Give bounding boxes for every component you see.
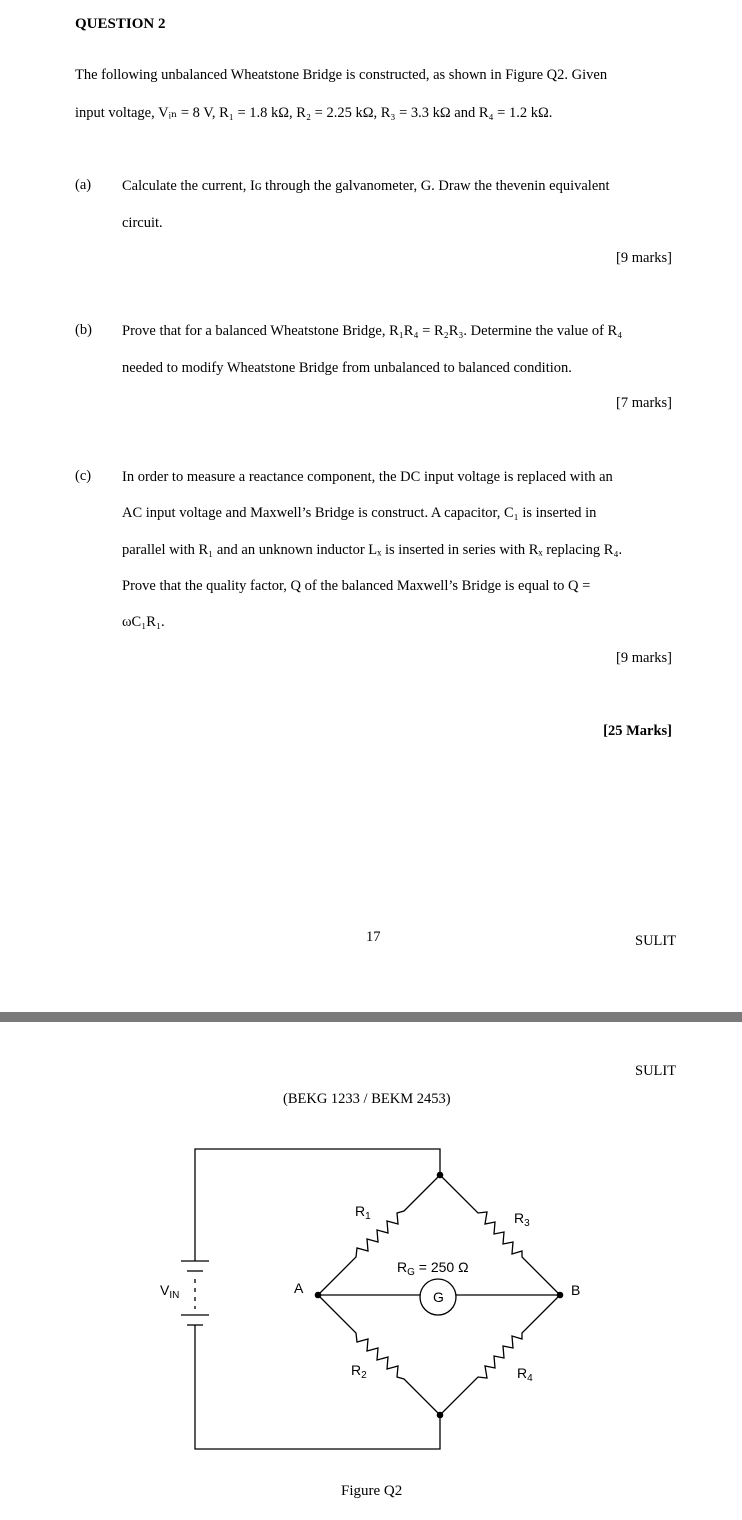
node-bottom <box>437 1412 444 1419</box>
footer-classification: SULIT <box>635 933 677 949</box>
wire-top <box>195 1149 440 1261</box>
resistor-r3 <box>440 1175 560 1295</box>
header-classification: SULIT <box>635 1063 677 1079</box>
node-top <box>437 1172 444 1179</box>
part-b-marks: [7 marks] <box>616 395 672 411</box>
label-galvanometer: G <box>433 1289 444 1305</box>
part-a-line-1: Calculate the current, Iɢ through the galvanometer, G. Draw the thevenin equivalent <box>122 178 610 194</box>
label-vin: $V_{IN}$ <box>160 1282 180 1301</box>
course-code: (BEKG 1233 / BEKM 2453) <box>283 1091 451 1107</box>
part-b-line-1: Prove that for a balanced Wheatstone Bridge, R₁R₄ = R₂R₃. Determine the value of R₄ <box>122 323 623 339</box>
resistor-r1 <box>318 1175 440 1295</box>
part-c-line-4: Prove that the quality factor, Q of the balanced Maxwell’s Bridge is equal to Q = <box>122 578 591 594</box>
resistor-r2 <box>318 1295 440 1415</box>
label-r1: $R_1$ <box>355 1203 371 1222</box>
figure-caption: Figure Q2 <box>341 1483 403 1499</box>
label-r3: $R_3$ <box>514 1210 530 1229</box>
intro-line-1: The following unbalanced Wheatstone Bridge is constructed, as shown in Figure Q2. Given <box>75 67 608 83</box>
part-c-line-3: parallel with R₁ and an unknown inductor Lₓ is inserted in series with Rₓ replacing R₄. <box>122 542 623 558</box>
part-c-label: (c) <box>75 468 92 484</box>
label-node-a: A <box>294 1280 304 1296</box>
wire-bottom <box>195 1325 440 1449</box>
node-b-dot <box>557 1292 564 1299</box>
label-node-b: B <box>571 1282 581 1298</box>
part-b-line-2: needed to modify Wheatstone Bridge from unbalanced to balanced condition. <box>122 360 572 376</box>
question-title: QUESTION 2 <box>75 16 166 32</box>
intro-line-2: input voltage, Vᵢₙ = 8 V, R₁ = 1.8 kΩ, R₂ = 2.25 kΩ, R₃ = 3.3 kΩ and R₄ = 1.2 kΩ. <box>75 105 553 121</box>
part-c-line-5: ωC₁R₁. <box>122 614 165 630</box>
part-a-line-2: circuit. <box>122 215 163 231</box>
part-c-marks: [9 marks] <box>616 650 672 666</box>
page-number: 17 <box>366 929 381 945</box>
part-b-label: (b) <box>75 322 92 338</box>
part-a-label: (a) <box>75 177 92 193</box>
total-marks: [25 Marks] <box>603 723 672 739</box>
part-c-line-1: In order to measure a reactance component, the DC input voltage is replaced with an <box>122 469 613 485</box>
label-r2: $R_2$ <box>351 1362 367 1381</box>
label-rg: $R_G = 250$ Ω <box>397 1259 469 1278</box>
resistor-r4 <box>440 1295 560 1415</box>
node-a-dot <box>315 1292 322 1299</box>
label-r4: $R_4$ <box>517 1365 533 1384</box>
part-c-line-2: AC input voltage and Maxwell’s Bridge is construct. A capacitor, C₁ is inserted in <box>122 505 597 521</box>
part-a-marks: [9 marks] <box>616 250 672 266</box>
